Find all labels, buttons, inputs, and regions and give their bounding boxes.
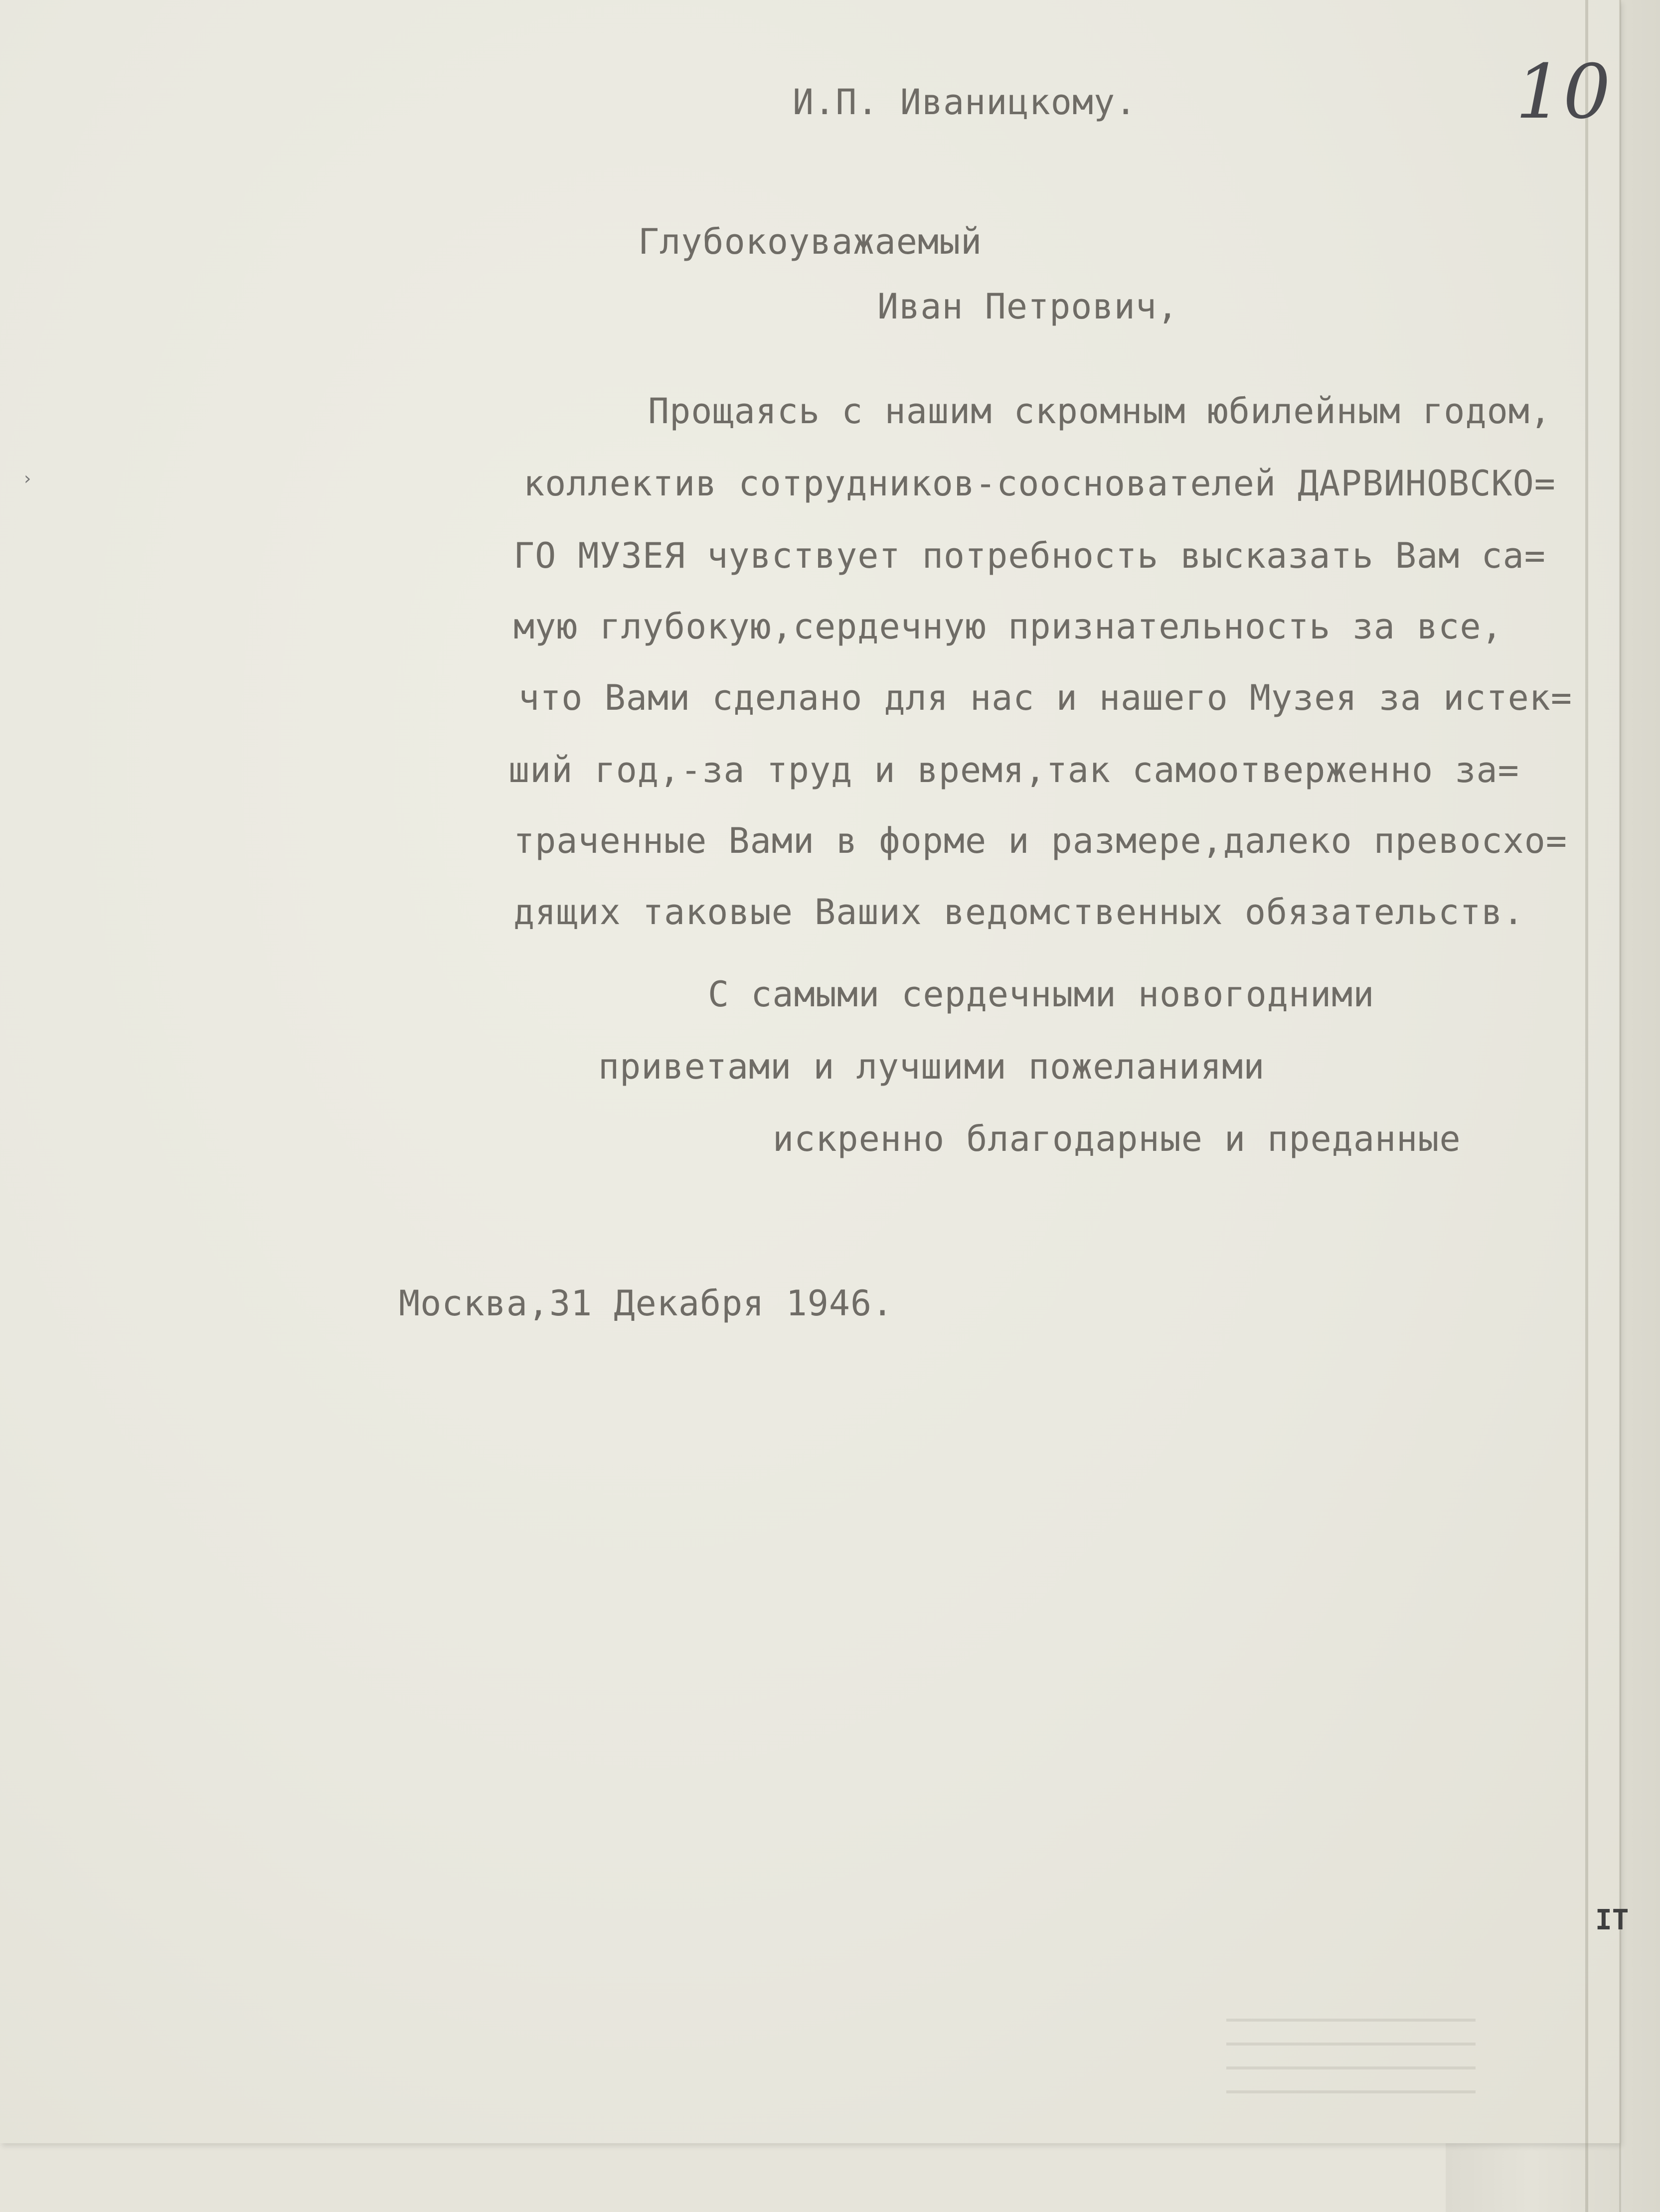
closing-line-3: искренно благодарные и преданные (773, 1118, 1461, 1159)
body-line-4: мую глубокую,сердечную признательность за все, (513, 606, 1503, 647)
salutation-line-2: Иван Петрович, (877, 286, 1179, 327)
body-line-5: что Вами сделано для нас и нашего Музея за истек= (518, 677, 1573, 718)
body-line-7: траченные Вами в форме и размере,далеко превосхо= (513, 820, 1568, 861)
margin-mark: › (24, 469, 31, 489)
sheet-edge-line-outer (1619, 0, 1621, 2212)
body-line-2: коллектив сотрудников-сооснователей ДАРВИНОВСКО= (523, 463, 1556, 504)
body-line-1: Прощаясь с нашим скромным юбилейным годом, (648, 391, 1552, 432)
place-date: Москва,31 Декабря 1946. (399, 1283, 894, 1324)
body-line-3: ГО МУЗЕЯ чувствует потребность высказать Вам са= (513, 535, 1546, 576)
handwritten-page-number: 10 (1515, 49, 1611, 136)
salutation-line-1: Глубокоуважаемый (638, 221, 983, 262)
edge-text-fragment: IT (1595, 1904, 1629, 1936)
closing-line-2: приветами и лучшими пожеланиями (598, 1046, 1265, 1087)
addressee: И.П. Иваницкому. (793, 82, 1137, 123)
sheet-edge-line (1585, 0, 1588, 2212)
closing-line-1: С самыми сердечными новогодними (708, 974, 1375, 1015)
body-line-8: дящих таковые Ваших ведомственных обязательств. (513, 892, 1524, 933)
faint-stamp-mark (1226, 2004, 1476, 2093)
body-line-6: ший год,-за труд и время,так самоотверженно за= (508, 750, 1519, 790)
